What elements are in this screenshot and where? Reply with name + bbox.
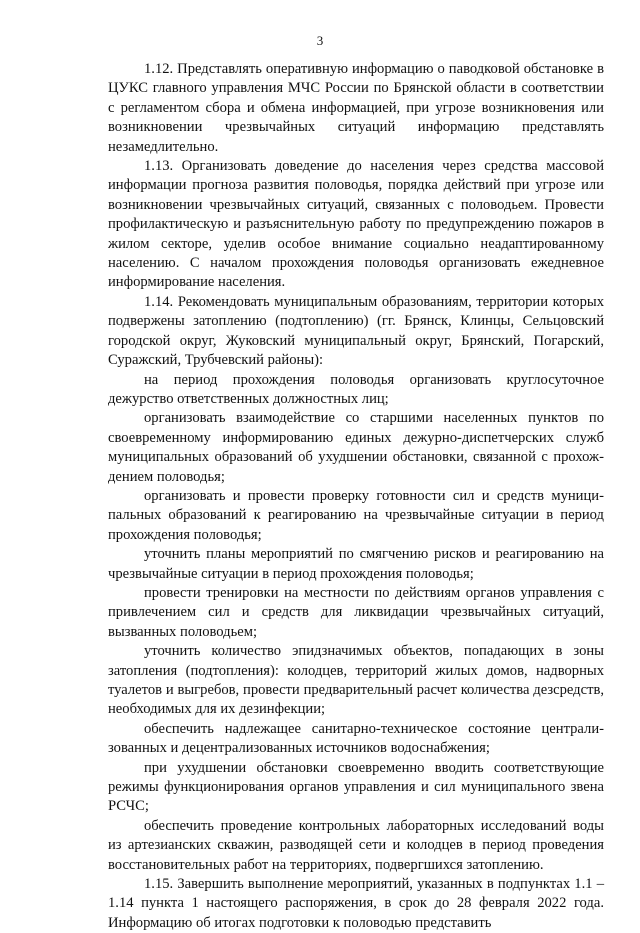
- list-item-water-sources: обеспечить надлежащее санитарно-техническое состояние централизованных и децентрализованных источников водоснабжения;: [108, 720, 604, 757]
- list-item-readiness-check: организовать и провести проверку готовности сил и средств муниципальных образований к реагированию на чрезвычайные ситуации в период прохождения половодья;: [108, 487, 604, 543]
- document-body: [108, 60, 604, 933]
- paragraph-1-15: 1.15. Завершить выполнение мероприятий, указанных в подпунктах 1.1 – 1.14 пункта 1 настоящего распоряжения, в срок до 28 февраля 2022 года. Информацию об итогах подготовки к половодью представить: [108, 876, 604, 931]
- list-item-epid-objects: уточнить количество эпидзначимых объектов, попадающих в зоны затопления (подтопления): колодцев, территорий жилых домов, надворных туалетов и выгребов, провести предварительный расчет количества дезсредств, необходимых для их дезинфекции;: [108, 643, 604, 718]
- list-item-water-tests: обеспечить проведение контрольных лабораторных исследований воды из артезианских скважин, разводящей сети и колодцев в период проведения восстановительных работ на территориях, подвергшихся затоплению.: [108, 817, 604, 873]
- paragraph-1-14: 1.14. Рекомендовать муниципальным образованиям, территории которых подвержены затоплению (подтоплению) (гг. Брянск, Клинцы, Сельцовский городской округ, Жуковский муниципальный округ, Брянский, Погарский, Суражский, Трубчевский районы):: [108, 293, 604, 369]
- list-item-response-modes: при ухудшении обстановки своевременно вводить соответствующие режимы функционирования органов управления и сил муниципального звена РСЧС;: [108, 759, 604, 815]
- paragraph-1-13: 1.13. Организовать доведение до населения через средства массовой информации прогноза развития половодья, порядка действий при угрозе или возникновении чрезвычайных ситуаций, связанных с половодьем. Провести профилактическую и разъяснительную работу по предупреждению пожаров в жилом секторе, уделив особое внимание социально неадаптированному населению. С началом прохождения половодья организовать ежедневное информирование населения.: [108, 158, 604, 291]
- paragraph-1-12: 1.12. Представлять оперативную информацию о паводковой обстановке в ЦУКС главного управления МЧС России по Брянской области в соответствии с регламентом сбора и обмена информацией, при угрозе возникновения или возникновении чрезвычайных ситуаций информацию представлять незамедлительно.: [108, 61, 604, 155]
- list-item-risk-plans: уточнить планы мероприятий по смягчению рисков и реагированию на чрезвычайные ситуации в период прохождения половодья;: [108, 546, 604, 582]
- list-item-interaction: организовать взаимодействие со старшими населенных пунктов по своевременному информированию единых дежурно-диспетчерских служб муниципальных образований об ухудшении обстановки, связанной с прохождением половодья;: [108, 410, 604, 485]
- list-item-drills: провести тренировки на местности по действиям органов управления с привлечением сил и средств для ликвидации чрезвычайных ситуаций, вызванных половодьем;: [108, 584, 604, 640]
- list-item-duty: на период прохождения половодья организовать круглосуточное дежурство ответственных должностных лиц;: [108, 371, 604, 407]
- page-number: 3: [316, 33, 324, 48]
